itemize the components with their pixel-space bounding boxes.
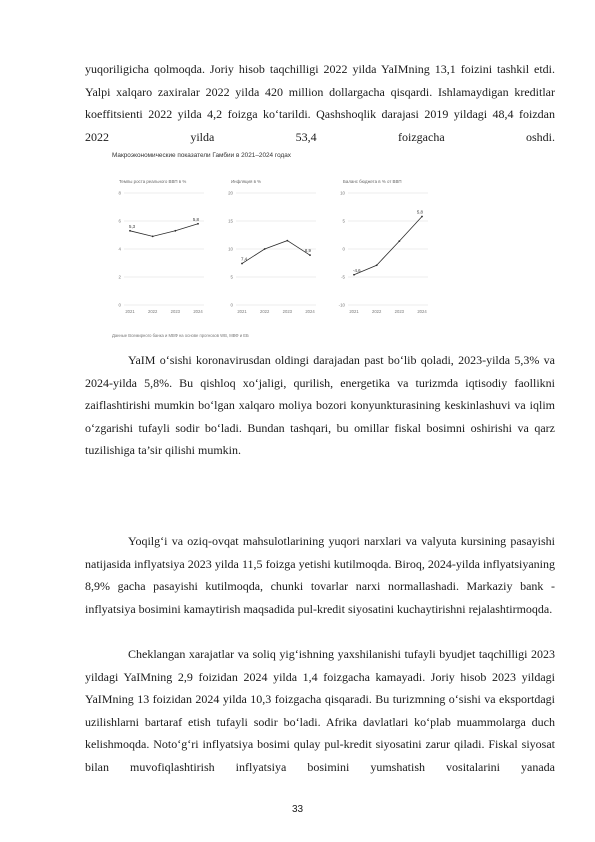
chart-panel-budget (336, 179, 435, 329)
series-line (354, 217, 422, 275)
chart-title: Темпы роста реального ВВП в % (119, 179, 187, 184)
paragraph-2: YaIM o‘sishi koronavirusdan oldingi darajadan past bo‘lib qoladi, 2023-yilda 5,3% va 2024-yilda 5,8%. Bu qishloq xo‘jaligi, qurilish, energetika va turizmda iqtisodiy faollikni zaiflashtirishi mumkin bo‘lgan xalqaro moliya bozori konyunkturasining keskinlashuvi va iqlim o‘zgarishi tufayli sodir bo‘ladi. Bundan tashqari, bu omillar fiskal bosimni oshirishi va qarz tuzilishiga ta’sir qilishi mumkin. (85, 353, 555, 458)
y-tick-label: 5 (342, 218, 345, 224)
figure-source-note: Данные Всемирного банка и МВФ на основе прогнозов WB, МВФ и ЕБ (112, 333, 249, 338)
chart-title: Баланс бюджета в % от ВВП (343, 179, 402, 184)
data-label: 8,9 (304, 248, 311, 254)
data-point (421, 216, 423, 218)
y-tick-label: 0 (230, 302, 233, 308)
y-tick-label: 8 (118, 190, 121, 196)
y-tick-label: 5 (230, 274, 233, 280)
x-tick-label: 2023 (170, 309, 180, 314)
figure-title: Макроэкономические показатели Гамбии в 2021–2024 годах (112, 152, 291, 159)
chart-svg (336, 187, 435, 327)
x-tick-label: 2022 (148, 309, 158, 314)
chart-panel-gdp (112, 179, 211, 329)
y-tick-label: 0 (342, 246, 345, 252)
data-point (376, 264, 378, 266)
x-tick-label: 2024 (305, 309, 315, 314)
data-point (152, 236, 154, 238)
data-label: 5,3 (129, 223, 136, 229)
chart-panel-inflation (224, 179, 323, 329)
y-tick-label: -5 (341, 274, 345, 280)
page-number: 33 (291, 804, 304, 815)
x-tick-label: 2024 (193, 309, 203, 314)
data-label: 5,8 (416, 209, 423, 215)
x-tick-label: 2023 (394, 309, 404, 314)
x-tick-label: 2022 (260, 309, 270, 314)
y-tick-label: 15 (228, 218, 233, 224)
figure-macro-indicators (112, 152, 442, 342)
chart-svg (112, 187, 211, 327)
data-point (241, 263, 243, 265)
data-point (129, 230, 131, 232)
data-point (174, 230, 176, 232)
data-point (197, 223, 199, 225)
data-label: 5,8 (192, 216, 199, 222)
data-point (353, 274, 355, 276)
x-tick-label: 2021 (349, 309, 359, 314)
chart-title: Инфляция в % (231, 179, 262, 184)
y-tick-label: 6 (118, 218, 121, 224)
chart-svg (224, 187, 323, 327)
y-tick-label: 20 (228, 190, 233, 196)
y-tick-label: 4 (118, 246, 121, 252)
data-point (309, 254, 311, 256)
x-tick-label: 2021 (237, 309, 247, 314)
y-tick-label: 2 (118, 274, 121, 280)
data-label: -4,6 (353, 267, 361, 273)
x-tick-label: 2021 (125, 309, 135, 314)
y-tick-label: -10 (338, 302, 345, 308)
data-point (264, 248, 266, 250)
x-tick-label: 2024 (417, 309, 427, 314)
y-tick-label: 10 (228, 246, 233, 252)
paragraph-3: Yoqilg‘i va oziq-ovqat mahsulotlarining yuqori narxlari va valyuta kursining pasayishi natijasida inflyatsiya 2023 yilda 11,5 foizga yetishi kutilmoqda. Biroq, 2024-yilda inflyatsiyaning 8,9% gacha pasayishi kutilmoqda, chunki tovarlar narxi normallashadi. Markaziy bank -inflyatsiya bosimini kamaytirish maqsadida pul-kredit siyosatini kuchaytirishni rejalashtirmoqda. (85, 534, 555, 616)
paragraph-4: Cheklangan xarajatlar va soliq yig‘ishning yaxshilanishi tufayli byudjet taqchilligi 2023 yildagi YaIMning 2,9 foizidan 2024 yilda 1,4 foizgacha kamayadi. Joriy hisob 2023 yildagi YaIMning 13 foizidan 2024 yilda 10,3 foizgacha qisqaradi. Bu turizmning o‘sishi va eksportdagi uzilishlarni bartaraf etish tufayli sodir bo‘ladi. Afrika davlatlari ko‘plab muammolarga duch kelishmoqda. Noto‘g‘ri inflyatsiya bosimi qulay pul-kredit siyosatini zarur qiladi. Fiskal siyosat bilan muvofiqlashtirish inflyatsiya bosimini yumshatish vositalarini yanada (85, 647, 555, 774)
x-tick-label: 2023 (282, 309, 292, 314)
data-point (398, 240, 400, 242)
data-label: 7,4 (241, 256, 248, 262)
series-line (130, 224, 198, 237)
data-point (286, 240, 288, 242)
x-tick-label: 2022 (372, 309, 382, 314)
y-tick-label: 10 (340, 190, 345, 196)
series-line (242, 241, 310, 264)
paragraph-1: yuqoriligicha qolmoqda. Joriy hisob taqchilligi 2022 yilda YaIMning 13,1 foizini tashkil etdi. Yalpi xalqaro zaxiralar 2022 yilda 420 million dollargacha qisqardi. Ishlamaydigan kreditlar koeffitsienti 2022 yilda 4,2 foizga ko‘tarildi. Qashshoqlik darajasi 2019 yildagi 48,4 foizdan 2022 yilda 53,4 foizgacha oshdi. (85, 62, 555, 144)
y-tick-label: 0 (118, 302, 121, 308)
